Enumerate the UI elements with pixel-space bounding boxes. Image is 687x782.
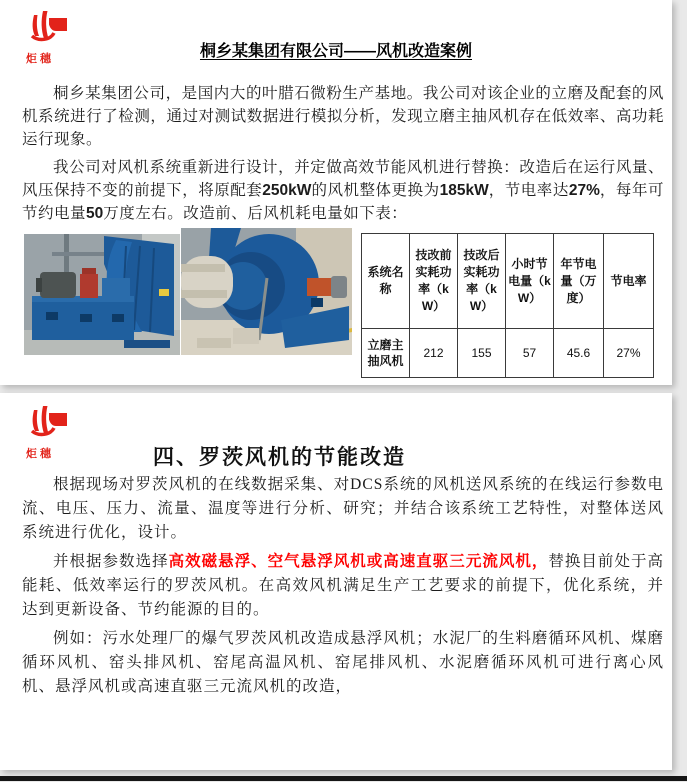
annual-saving-value: 50 [86,205,104,222]
page1-body [22,82,664,230]
body-text-segment: 例如：污水处理厂的爆气罗茨风机改造成悬浮风机；水泥厂的生料磨循环风机、煤磨循环风机、窑头排风机、窑尾高温风机、窑尾排风机、水泥磨循环风机可进行离心风机、悬浮风机或高速直驱三元流风机的改造， [22,630,664,695]
company-logo [26,405,86,461]
document-page-1 [0,0,672,385]
cell-saving-rate: 27% [604,329,654,378]
page-title: 桐乡某集团有限公司——风机改造案例 [199,43,472,60]
paragraph [22,473,664,545]
energy-saving-table [361,233,654,378]
col-header-power-after: 技改后实耗功率（kW） [458,234,506,329]
cell-hourly-saving: 57 [506,329,554,378]
cell-system-name: 立磨主抽风机 [362,329,410,378]
section-title: 四、罗茨风机的节能改造 [153,445,406,469]
fan-photo-after [181,228,352,355]
bottom-window-edge [0,776,687,781]
cell-power-after: 155 [458,329,506,378]
body-text-segment: 根据现场对罗茨风机的在线数据采集、对DCS系统的风机送风系统的在线运行参数电流、电压、压力、流量、温度等进行分析、研究；并结合该系统工艺特性，对整体送风系统进行优化，设计。 [22,476,664,541]
body-text-segment: ，每年可节约电量 [22,182,664,222]
body-text-segment: 并根据参数选择 [53,553,169,570]
body-text-segment: 桐乡某集团公司，是国内大的叶腊石微粉生产基地。我公司对该企业的立磨及配套的风机系统进行了检测，通过对测试数据进行模拟分析，发现立磨主抽风机存在低效率、高功耗运行现象。 [22,85,664,148]
col-header-annual-saving: 年节电量（万度） [554,234,604,329]
logo-text: 炬穗 [26,53,54,65]
cell-power-before: 212 [410,329,458,378]
torch-flame-icon [26,405,70,439]
fan-photo-before [24,234,180,355]
paragraph [22,550,664,622]
col-header-power-before: 技改前实耗功率（kW） [410,234,458,329]
table-row [362,329,654,378]
page2-body [22,473,664,704]
cell-annual-saving: 45.6 [554,329,604,378]
highlighted-fan-types: 高效磁悬浮、空气悬浮风机或高速直驱三元流风机， [168,553,549,570]
col-header-saving-rate: 节电率 [604,234,654,329]
body-text-segment: 的风机整体更换为 [311,182,440,199]
power-after-value: 185kW [439,182,489,199]
col-header-system-name: 系统名称 [362,234,410,329]
paragraph [22,627,664,699]
paragraph [22,156,664,225]
body-text-segment: 替换目前处于高能耗、低效率运行的罗茨风机。在高效风机满足生产工艺要求的前提下，优化系统，并达到更新设备、节约能源的目的。 [22,553,664,618]
body-text-segment: 万度左右。改造前、后风机耗电量如下表： [103,205,408,222]
table-header-row [362,234,654,329]
paragraph [22,82,664,151]
body-text-segment: ，节电率达 [488,182,569,199]
power-before-value: 250kW [262,182,312,199]
document-page-2 [0,393,672,770]
body-text-segment: 我公司对风机系统重新进行设计，并定做高效节能风机进行替换：改造后在运行风量、风压保持不变的前提下，将原配套 [22,159,664,199]
saving-rate-value: 27% [568,182,600,199]
logo-text: 炬穗 [26,448,54,460]
col-header-hourly-saving: 小时节电量（kW） [506,234,554,329]
